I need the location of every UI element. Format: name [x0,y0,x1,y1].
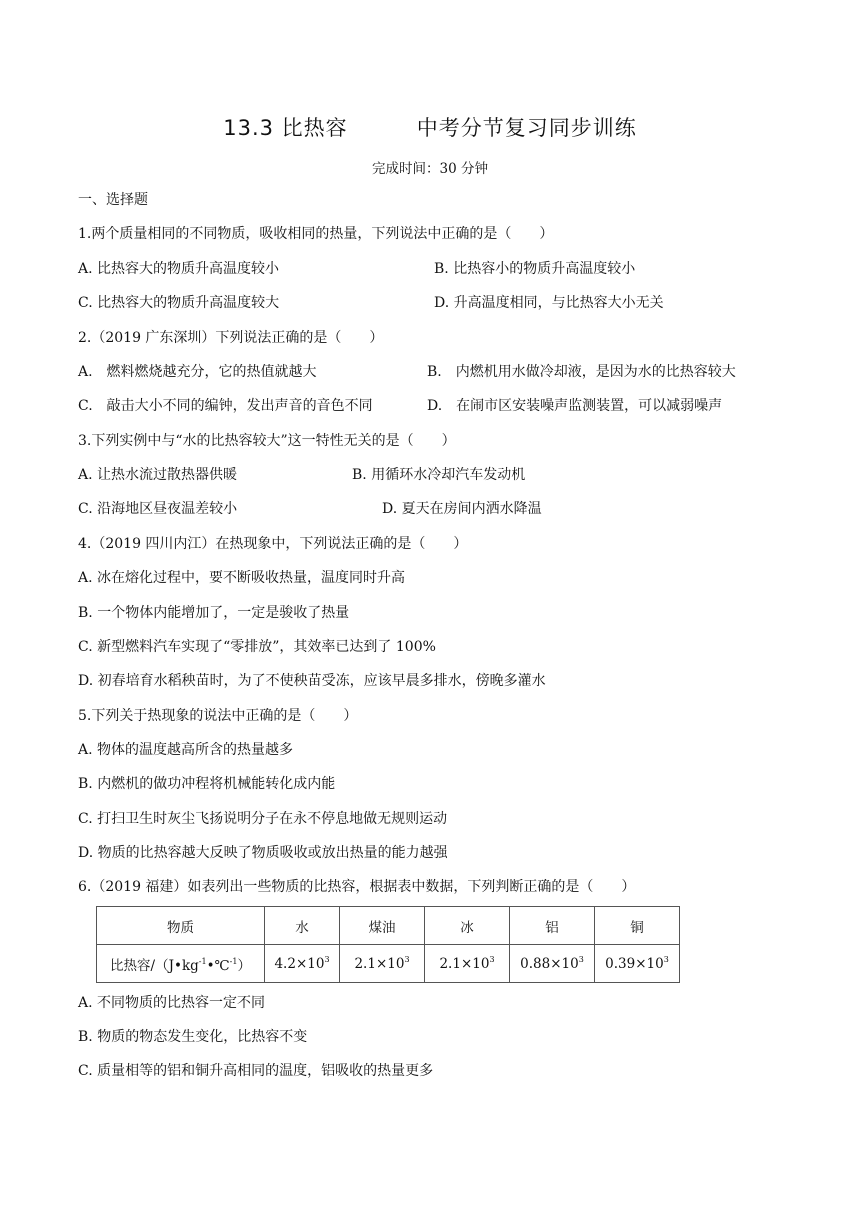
page-title: 13.3 比热容 中考分节复习同步训练 [223,116,637,140]
question-stem: 5.下列关于热现象的说法中正确的是（ ） [78,708,358,724]
question-stem: 6.（2019 福建）如表列出一些物质的比热容，根据表中数据，下列判断正确的是（ ） [78,879,636,895]
option: A. 比热容大的物质升高温度较小 [78,261,280,277]
table-cell: $0.88\times 10^3$ [510,945,595,983]
question-stem: 3.下列实例中与“水的比热容较大”这一特性无关的是（ ） [78,433,456,449]
option: B. 比热容小的物质升高温度较小 [434,261,636,277]
option: B. 用循环水冷却汽车发动机 [352,467,526,483]
option: D. 初春培育水稻秧苗时，为了不使秧苗受冻，应该早晨多排水，傍晚多灌水 [78,673,546,689]
option: B. 内燃机的做功冲程将机械能转化成内能 [78,776,336,792]
option: D. 夏天在房间内洒水降温 [382,501,542,517]
table-cell: $4.2\times 10^3$ [265,945,340,983]
time-limit: 完成时间：30 分钟 [372,161,488,177]
option: A. 不同物质的比热容一定不同 [78,995,266,1011]
option: D. 升高温度相同，与比热容大小无关 [434,295,664,311]
option: B. 物质的物态发生变化，比热容不变 [78,1029,308,1045]
section-heading: 一、选择题 [78,192,148,208]
option: A. 燃料燃烧越充分，它的热值就越大 [78,364,317,380]
question-stem: 2.（2019 广东深圳）下列说法正确的是（ ） [78,330,384,346]
option: D. 物质的比热容越大反映了物质吸收或放出热量的能力越强 [78,845,448,861]
table-cell: $2.1\times 10^3$ [425,945,510,983]
specific-heat-table [96,906,680,983]
table-header-row [97,907,680,945]
option: A. 让热水流过散热器供暖 [78,467,238,483]
option: D. 在闹市区安装噪声监测装置，可以减弱噪声 [427,398,723,414]
table-header-cell: 水 [265,907,340,945]
table-cell: $0.39\times 10^3$ [595,945,680,983]
option: C. 质量相等的铝和铜升高相同的温度，铝吸收的热量更多 [78,1063,434,1079]
option: A. 物体的温度越高所含的热量越多 [78,742,294,758]
table-row [97,945,680,983]
question-stem: 4.（2019 四川内江）在热现象中，下列说法正确的是（ ） [78,536,468,552]
table-header-cell: 铜 [595,907,680,945]
option: C. 新型燃料汽车实现了“零排放”，其效率已达到了 100% [78,639,436,655]
table-header-cell: 物质 [97,907,265,945]
option: B. 一个物体内能增加了，一定是骏收了热量 [78,605,350,621]
option: C. 敲击大小不同的编钟，发出声音的音色不同 [78,398,373,414]
option: B. 内燃机用水做冷却液，是因为水的比热容较大 [427,364,736,380]
option: C. 打扫卫生时灰尘飞扬说明分子在永不停息地做无规则运动 [78,811,448,827]
option: C. 比热容大的物质升高温度较大 [78,295,280,311]
table-header-cell: 煤油 [340,907,425,945]
option: A. 冰在熔化过程中，要不断吸收热量，温度同时升高 [78,570,406,586]
table-header-cell: 铝 [510,907,595,945]
row-label: 比热容$/(J•kg^{-1}•℃^{-1})$ [97,945,265,983]
table-cell: $2.1\times 10^3$ [340,945,425,983]
table-header-cell: 冰 [425,907,510,945]
option: C. 沿海地区昼夜温差较小 [78,501,238,517]
question-stem: 1.两个质量相同的不同物质，吸收相同的热量，下列说法中正确的是（ ） [78,226,554,242]
